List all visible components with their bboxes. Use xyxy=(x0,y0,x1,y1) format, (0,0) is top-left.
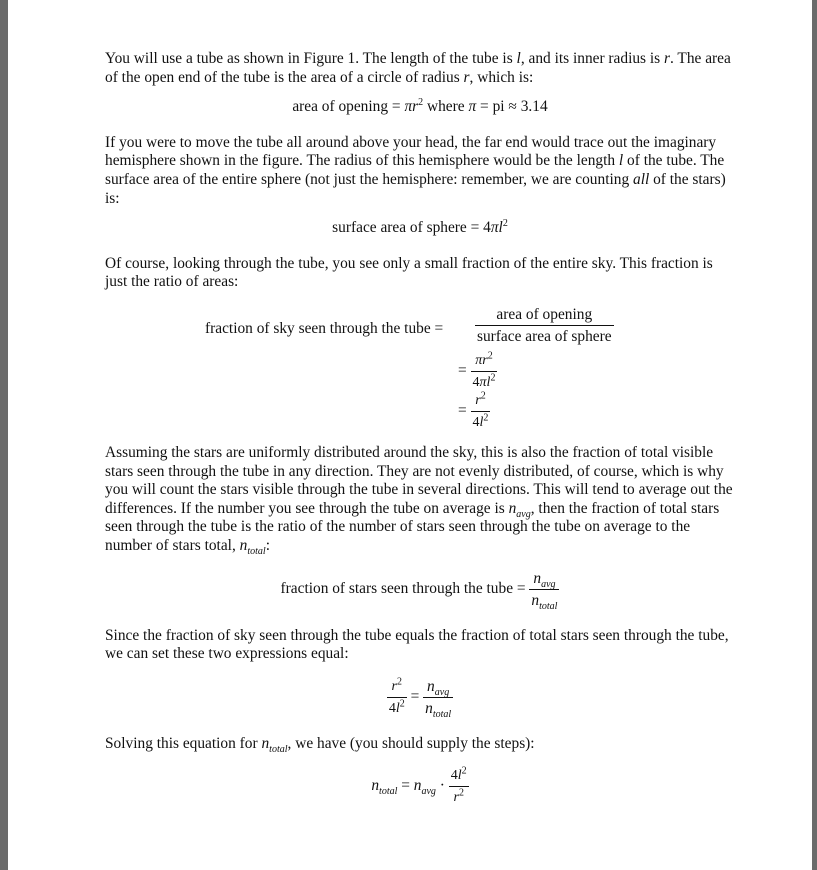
fraction-of-sky-label: fraction of sky seen through the tube = xyxy=(205,319,444,337)
fraction-2: = $\frac{\pi r^2}{4\pi l^2}$ xyxy=(458,350,496,390)
equation-equal-fractions: $\frac{r^2}{4l^2}$ = $\frac{n_{avg}}{n_{total}}$ xyxy=(388,676,452,720)
fraction-3: = $\frac{r^2}{4l^2}$ xyxy=(458,390,489,430)
paragraph-5: Since the fraction of sky seen through the tube equals the fraction of total stars seen through the tube, we can set these two expressions equal: xyxy=(105,626,729,663)
equation-fraction-of-stars: fraction of stars seen through the tube = $\frac{n_{avg}}{n_{total}}$ xyxy=(280,569,558,612)
window-edge-left xyxy=(0,0,8,870)
paragraph-6: Solving this equation for $n_{total}$, we have (you should supply the steps): xyxy=(105,734,535,755)
fraction-1: $\frac{\text{area of opening}}{\text{surface area of sphere}}$ xyxy=(477,305,612,345)
window-edge-right xyxy=(812,0,817,870)
equation-area-of-opening: area of opening = $\pi r^2$ where π = pi ≈ 3.14 xyxy=(292,97,548,116)
paragraph-1: You will use a tube as shown in Figure 1. The length of the tube is l, and its inner radius is r. The area of the open end of the tube is the area of a circle of radius r, which is: xyxy=(105,50,731,86)
paragraph-4: Assuming the stars are uniformly distributed around the sky, this is also the fraction of total visible stars seen through the tube in any direction. They are not evenly distributed, of course, which is why you will count the stars visible through the tube in several directions. This will tend to average out the differences. If the number you see through the tube on average is $n_{avg}$, then the fraction of total stars seen through the tube is the ratio of the number of stars seen through the tube on average to the number of stars total, $n_{total}$: xyxy=(105,443,733,557)
paragraph-3: Of course, looking through the tube, you see only a small fraction of the entire sky. This fraction is just the ratio of areas: xyxy=(105,254,713,291)
equation-fraction-of-sky xyxy=(105,305,735,430)
equation-n-total: $n_{total} = n_{avg}$ · $\frac{4l^2}{r^2}$ xyxy=(371,765,467,806)
paragraph-2: If you were to move the tube all around above your head, the far end would trace out the imaginary hemisphere shown in the figure. The radius of this hemisphere would be the length l of the tube. The surface area of the entire sphere (not just the hemisphere: remember, we are counting all of the stars) is: xyxy=(105,133,726,207)
document-body xyxy=(105,50,735,806)
equation-surface-area: surface area of sphere = $4\pi l^2$ xyxy=(332,218,508,237)
document-page xyxy=(13,0,812,870)
